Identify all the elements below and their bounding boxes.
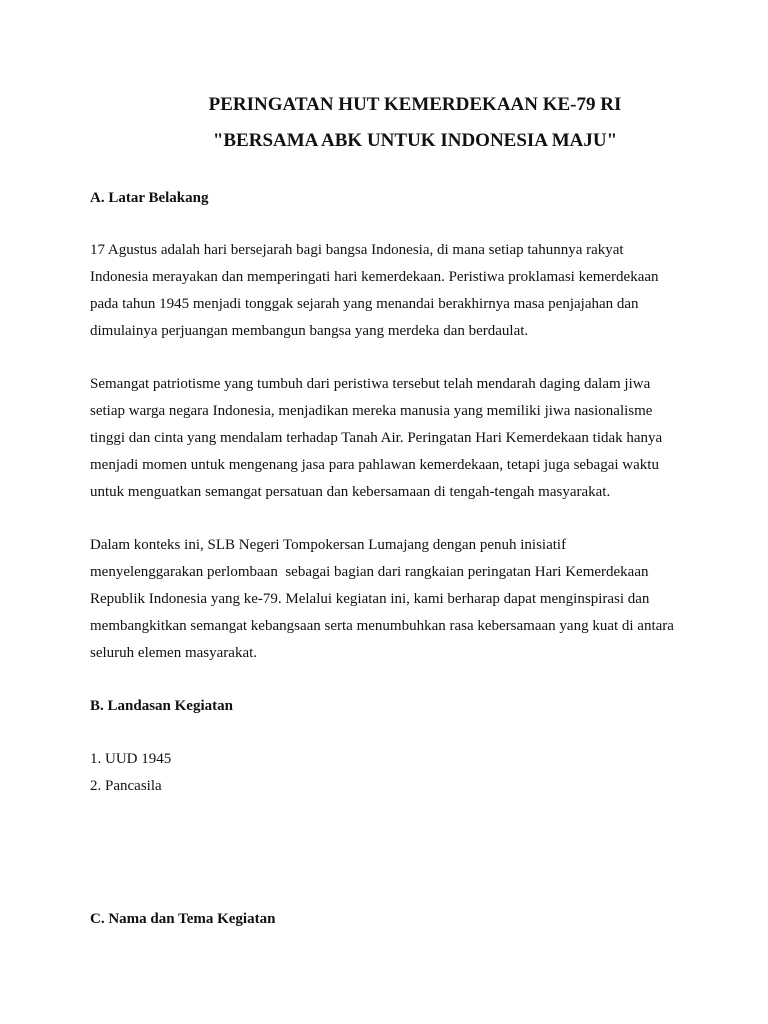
paragraph-line: pada tahun 1945 menjadi tonggak sejarah yang menandai berakhirnya masa penjajahan dan [90, 296, 639, 312]
paragraph-line: menyelenggarakan perlombaan sebagai bagian dari rangkaian peringatan Hari Kemerdekaan [90, 564, 649, 580]
list-item: 2. Pancasila [90, 778, 162, 794]
paragraph-line: Dalam konteks ini, SLB Negeri Tompokersan Lumajang dengan penuh inisiatif [90, 537, 567, 553]
paragraph-line: menjadi momen untuk mengenang jasa para pahlawan kemerdekaan, tetapi juga sebagai waktu [90, 457, 659, 473]
section-b-heading: B. Landasan Kegiatan [90, 698, 233, 714]
paragraph-line: Semangat patriotisme yang tumbuh dari peristiwa tersebut telah mendarah daging dalam jiwa [90, 376, 651, 392]
paragraph-line: tinggi dan cinta yang mendalam terhadap Tanah Air. Peringatan Hari Kemerdekaan tidak hanya [90, 430, 663, 446]
paragraph-line: 17 Agustus adalah hari bersejarah bagi bangsa Indonesia, di mana setiap tahunnya rakyat [90, 242, 624, 258]
paragraph-line: setiap warga negara Indonesia, menjadikan mereka manusia yang memiliki jiwa nasionalisme [90, 403, 653, 419]
paragraph-line: seluruh elemen masyarakat. [90, 645, 258, 661]
section-a-paragraph-2 [90, 371, 690, 506]
paragraph-line: Republik Indonesia yang ke-79. Melalui kegiatan ini, kami berharap dapat menginspirasi dan [90, 591, 650, 607]
paragraph-line: membangkitkan semangat kebangsaan serta menumbuhkan rasa kebersamaan yang kuat di antara [90, 618, 674, 634]
section-b-list [90, 746, 171, 800]
section-a-heading: A. Latar Belakang [90, 190, 209, 206]
section-c-heading: C. Nama dan Tema Kegiatan [90, 911, 276, 927]
section-a-paragraph-1 [90, 237, 690, 345]
paragraph-line: untuk menguatkan semangat persatuan dan kebersamaan di tengah-tengah masyarakat. [90, 484, 611, 500]
paragraph-line: dimulainya perjuangan membangun bangsa yang merdeka dan berdaulat. [90, 323, 529, 339]
document-title-line-1: PERINGATAN HUT KEMERDEKAAN KE-79 RI [208, 94, 622, 115]
paragraph-line: Indonesia merayakan dan memperingati hari kemerdekaan. Peristiwa proklamasi kemerdekaan [90, 269, 659, 285]
section-a-paragraph-3 [90, 532, 690, 667]
document-title-line-2: "BERSAMA ABK UNTUK INDONESIA MAJU" [212, 130, 618, 151]
list-item: 1. UUD 1945 [90, 751, 172, 767]
